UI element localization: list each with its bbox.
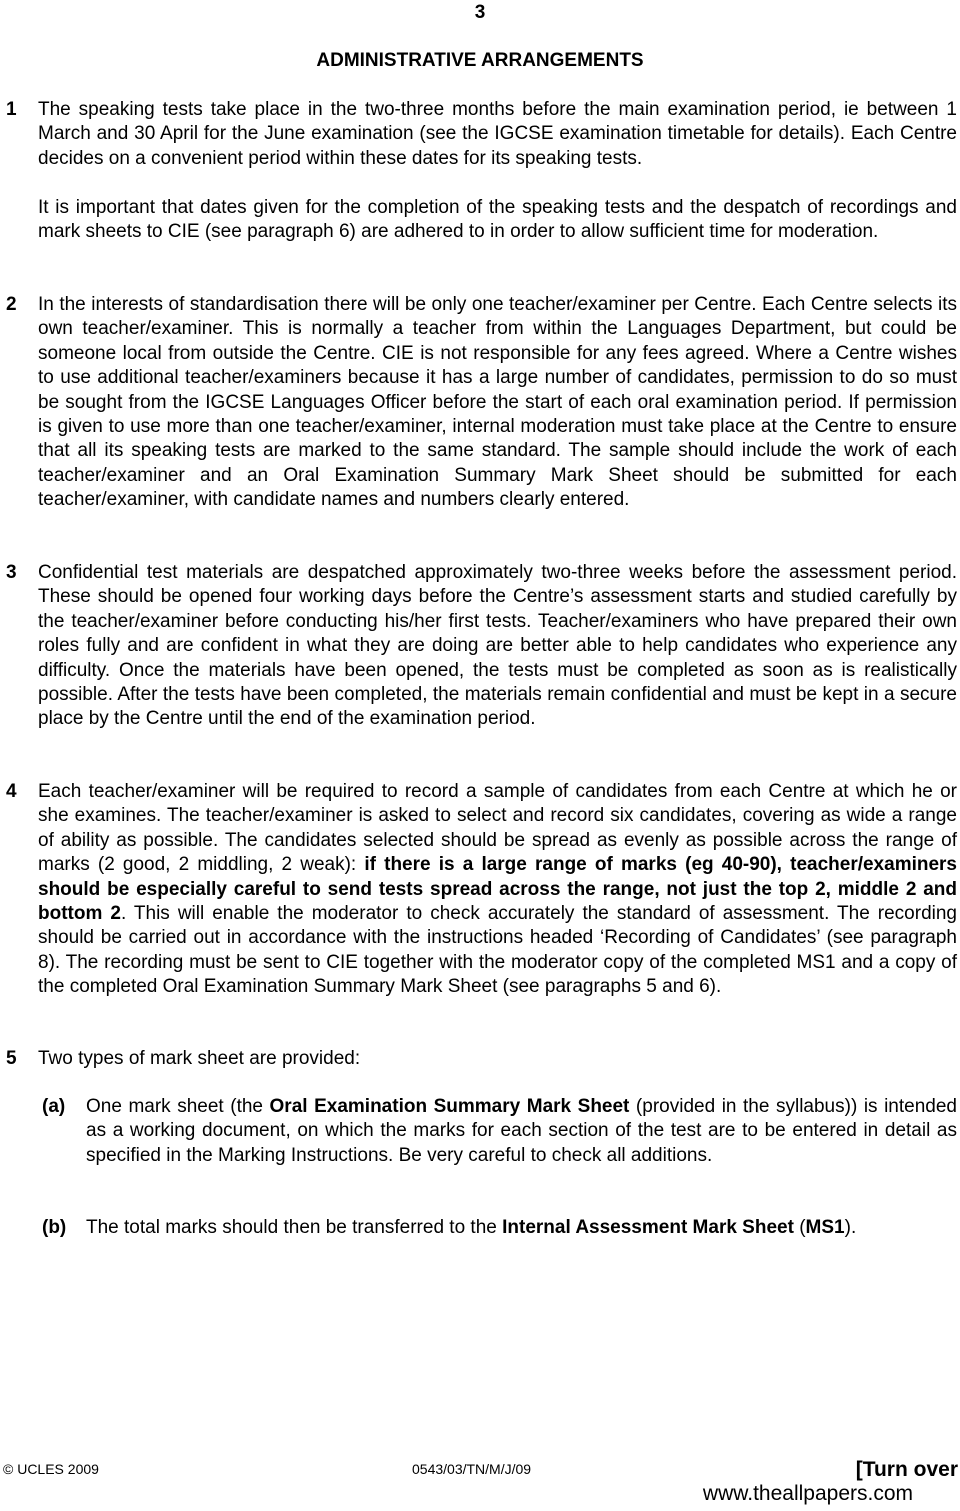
- footer-code: 0543/03/TN/M/J/09: [412, 1461, 532, 1477]
- page-title: ADMINISTRATIVE ARRANGEMENTS: [316, 50, 644, 71]
- section-5-item-b: [42, 1216, 957, 1240]
- item-b-bold: Internal Assessment Mark Sheet: [502, 1217, 794, 1238]
- item-label-b: (b): [42, 1217, 67, 1238]
- section-5-text: Two types of mark sheet are provided:: [38, 1048, 361, 1069]
- section-4-emphasis: if there is a large range of marks (eg 40-90), teacher/examiners should be especially careful to send tests spread across the range, not just the top 2, middle 2 and bottom 2: [38, 854, 957, 925]
- section-5-item-a: [42, 1095, 957, 1168]
- item-b-bold-2: MS1: [805, 1217, 845, 1238]
- item-a-post: (provided in the syllabus)) is intended as a working document, on which the marks for each section of the test are to be entered in detail as specified in the Marking Instructions. Be very careful to check all additions.: [86, 1096, 957, 1166]
- section-1-paragraph-1: [6, 98, 957, 171]
- section-1-paragraph-2: [38, 196, 957, 245]
- item-label-a: (a): [42, 1096, 66, 1117]
- section-4-text-b: . This will enable the moderator to check accurately the standard of assessment. The recording should be carried out in accordance with the instructions headed ‘Recording of Candidates’ (see paragraph 8). The recording must be sent to CIE together with the moderator copy of the completed MS1 and a copy of the completed Oral Examination Summary Mark Sheet (see paragraphs 5 and 6).: [38, 903, 957, 998]
- section-1-text-2: It is important that dates given for the completion of the speaking tests and the despatch of recordings and mark sheets to CIE (see paragraph 6) are adhered to in order to allow sufficient time for moderation.: [38, 197, 957, 243]
- item-b-post: ).: [844, 1217, 857, 1238]
- section-1-text: The speaking tests take place in the two-three months before the main examination period, ie between 1 March and 30 April for the June examination (see the IGCSE examination timetable for details). Each Centre decides on a convenient period within these dates for its speaking tests.: [38, 99, 957, 169]
- footer-copyright: © UCLES 2009: [3, 1461, 99, 1477]
- section-number: 4: [6, 781, 17, 802]
- item-a-bold: Oral Examination Summary Mark Sheet: [269, 1096, 630, 1117]
- page-number: 3: [474, 2, 486, 23]
- section-2: [6, 293, 957, 513]
- website-watermark: www.theallpapers.com: [702, 1482, 913, 1505]
- item-b-pre: The total marks should then be transferred to the: [86, 1217, 503, 1238]
- section-5: [6, 1047, 957, 1071]
- section-3-text: Confidential test materials are despatched approximately two-three weeks before the assessment period. These should be opened four working days before the Centre’s assessment starts and studied carefully by the teacher/examiner before conducting his/her first tests. Teacher/examiners who have prepared their own roles fully and are confident in what they are doing are better able to help candidates who experience any difficulty. Once the materials have been opened, the tests must be completed as soon as is realistically possible. After the tests have been completed, the materials remain confidential and must be kept in a secure place by the Centre until the end of the examination period.: [38, 562, 957, 730]
- item-a-pre: One mark sheet (the: [86, 1096, 270, 1117]
- section-number: 1: [6, 99, 17, 120]
- item-b-mid: (: [793, 1217, 806, 1238]
- section-4: [6, 780, 957, 1000]
- section-number: 3: [6, 562, 17, 583]
- section-3: [6, 561, 957, 732]
- section-number: 5: [6, 1048, 17, 1069]
- turn-over-label: [Turn over: [855, 1458, 958, 1481]
- section-number: 2: [6, 294, 17, 315]
- section-2-text: In the interests of standardisation there will be only one teacher/examiner per Centre. Each Centre selects its own teacher/examiner. This is normally a teacher from within the Languages Department, but could be someone local from outside the Centre. CIE is not responsible for any fees agreed. Where a Centre wishes to use additional teacher/examiners because it has a large number of candidates, permission to do so must be sought from the IGCSE Languages Officer before the start of each oral examination period. If permission is given to use more than one teacher/examiner, internal moderation must take place at the Centre to ensure that all its speaking tests are marked to the same standard. The sample should include the work of each teacher/examiner and an Oral Examination Summary Mark Sheet should be submitted for each teacher/examiner, with candidate names and numbers clearly entered.: [38, 294, 957, 511]
- section-4-text-a: Each teacher/examiner will be required to record a sample of candidates from each Centre at which he or she examines. The teacher/examiner is asked to select and record six candidates, covering as wide a range of ability as possible. The candidates selected should be spread as evenly as possible across the range of marks (2 good, 2 middling, 2 weak):: [38, 781, 957, 876]
